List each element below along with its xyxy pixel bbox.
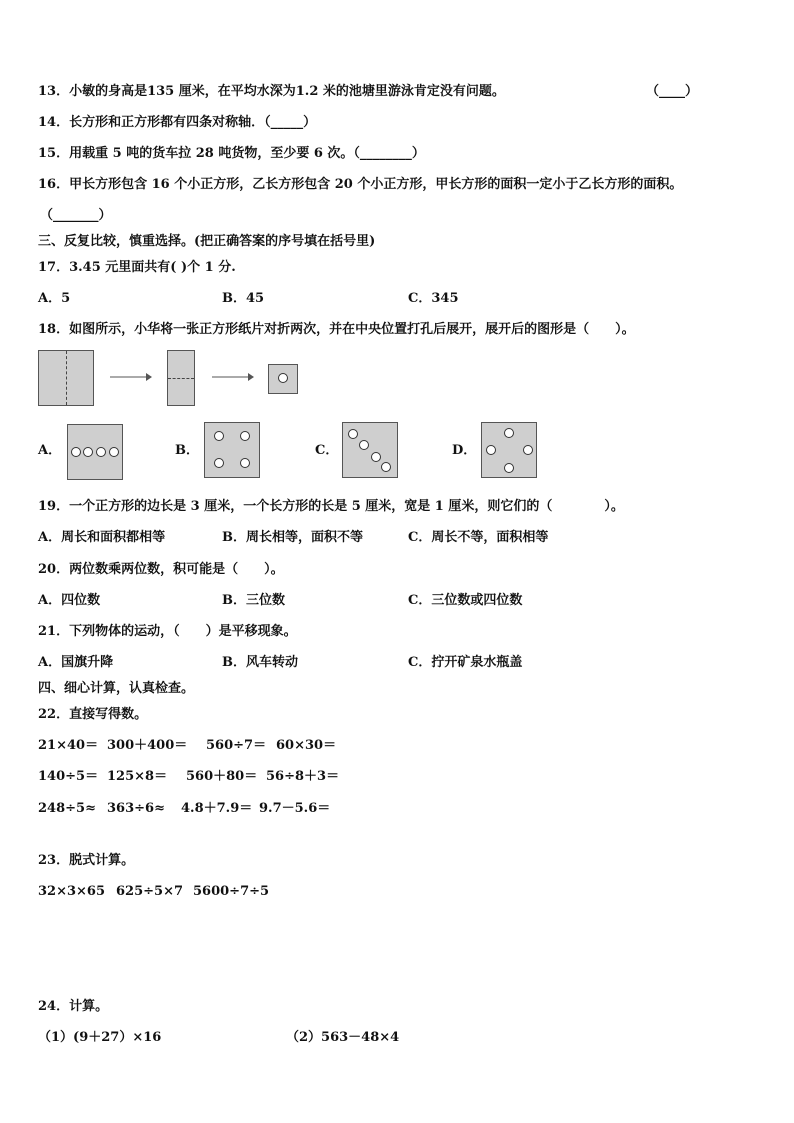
q19-option-b[interactable]: B．周长相等，面积不等 [222,530,363,545]
q13-text: 13．小敏的身高是135 厘米，在平均水深为1.2 米的池塘里游泳肯定没有问题。 [38,84,505,99]
q20-option-c[interactable]: C．三位数或四位数 [408,593,523,608]
q20-text: 20．两位数乘两位数，积可能是（ ）。 [38,562,284,577]
q23-item: 32×3×65 [38,884,106,899]
q23-item: 625÷5×7 [116,884,184,899]
q18-text: 18．如图所示，小华将一张正方形纸片对折两次，并在中央位置打孔后展开，展开后的图形是（ ）。 [38,322,635,337]
q18-option-b-label[interactable]: B． [175,443,199,458]
q18-option-a-label[interactable]: A． [38,443,62,458]
q21-option-b[interactable]: B．风车转动 [222,655,298,670]
q17-text: 17．3.45 元里面共有( )个 1 分. [38,260,236,275]
q24-item: （1）(9＋27）×16 [38,1030,162,1045]
q19-option-c[interactable]: C．周长不等，面积相等 [408,530,549,545]
q22-item: 300＋400＝ [107,738,188,753]
q13-blank[interactable]: （____） [646,84,699,99]
q20-option-b[interactable]: B．三位数 [222,593,285,608]
section-3-heading: 三、反复比较，慎重选择。(把正确答案的序号填在括号里) [38,234,376,249]
q22-item: 560＋80＝ [186,769,258,784]
q22-item: 4.8＋7.9＝ [181,801,253,816]
q18-option-b-figure[interactable] [204,422,260,478]
arrow-icon [110,371,152,383]
q22-item: 363÷6≈ [107,801,165,816]
q23-item: 5600÷7÷5 [193,884,270,899]
unfolded-square-figure [38,350,94,406]
q17-option-c[interactable]: C．345 [408,291,459,306]
q15-text: 15．用载重 5 吨的货车拉 28 吨货物，至少要 6 次。（________） [38,146,425,161]
q22-item: 125×8＝ [107,769,168,784]
q18-option-c-figure[interactable] [342,422,398,478]
q19-option-a[interactable]: A．周长和面积都相等 [38,530,166,545]
q17-option-a[interactable]: A．5 [38,291,71,306]
q21-text: 21．下列物体的运动，（ ）是平移现象。 [38,624,297,639]
folded-twice-punched-figure [268,364,298,394]
arrow-icon [212,371,254,383]
q21-option-c[interactable]: C．拧开矿泉水瓶盖 [408,655,523,670]
q18-option-d-label[interactable]: D． [452,443,477,458]
q22-item: 60×30＝ [276,738,337,753]
q16-blank[interactable]: （_______） [40,208,112,223]
q20-option-a[interactable]: A．四位数 [38,593,101,608]
folded-once-figure [167,350,195,406]
q22-item: 56÷8＋3＝ [266,769,340,784]
q22-item: 560÷7＝ [206,738,267,753]
q18-option-d-figure[interactable] [481,422,537,478]
q14-text: 14．长方形和正方形都有四条对称轴．（_____） [38,115,317,130]
q16-text: 16．甲长方形包含 16 个小正方形，乙长方形包含 20 个小正方形，甲长方形的面积一定小于乙长方形的面积。 [38,177,683,192]
section-4-heading: 四、细心计算，认真检查。 [38,681,195,696]
q21-option-a[interactable]: A．国旗升降 [38,655,114,670]
q22-item: 248÷5≈ [38,801,96,816]
q24-item: （2）563－48×4 [286,1030,400,1045]
q22-item: 9.7－5.6＝ [259,801,331,816]
q22-item: 21×40＝ [38,738,99,753]
q17-option-b[interactable]: B．45 [222,291,265,306]
q18-option-a-figure[interactable] [67,424,123,480]
q22-item: 140÷5＝ [38,769,99,784]
q24-text: 24．计算。 [38,999,109,1014]
q23-text: 23．脱式计算。 [38,853,135,868]
q18-option-c-label[interactable]: C． [315,443,339,458]
q22-text: 22．直接写得数。 [38,707,148,722]
q19-text: 19．一个正方形的边长是 3 厘米，一个长方形的长是 5 厘米，宽是 1 厘米，则它们的（ ）。 [38,499,624,514]
